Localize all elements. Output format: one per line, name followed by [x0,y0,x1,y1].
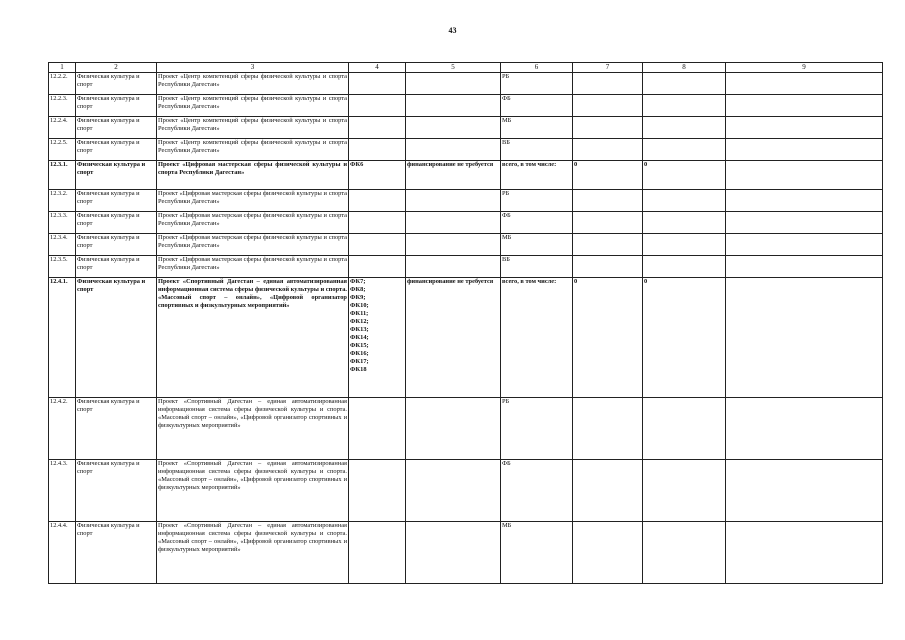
sector-cell: Физическая культура и спорт [76,116,157,138]
table-row [49,521,883,583]
sector-cell: Физическая культура и спорт [76,233,157,255]
col8-value-cell [643,189,726,211]
financing-cell [406,72,501,94]
financing-cell [406,255,501,277]
sector-cell: Физическая культура и спорт [76,255,157,277]
row-number-cell: 12.2.2. [49,72,76,94]
financing-cell [406,138,501,160]
header-cell: 3 [157,63,349,73]
indicator-code-cell [349,397,406,459]
col7-value-cell [573,116,643,138]
indicator-code-cell: ФК6 [349,160,406,189]
funding-source-cell: РБ [501,189,573,211]
col8-value-cell [643,94,726,116]
indicator-code-cell [349,72,406,94]
funding-source-cell: ФБ [501,211,573,233]
row-number-cell: 12.3.5. [49,255,76,277]
col9-value-cell [726,160,883,189]
table-row [49,160,883,189]
col8-value-cell [643,521,726,583]
col9-value-cell [726,116,883,138]
row-number-cell: 12.3.2. [49,189,76,211]
project-cell: Проект «Спортивный Дагестан – единая автоматизированная информационная система сферы физической культуры и спорта. «Массовый спорт – онлайн», «Цифровой организатор спортивных и физкультурных мероприятий» [157,521,349,583]
table-row [49,255,883,277]
sector-cell: Физическая культура и спорт [76,397,157,459]
col7-value-cell [573,211,643,233]
indicator-code-cell [349,521,406,583]
col9-value-cell [726,255,883,277]
indicator-code-cell [349,138,406,160]
project-cell: Проект «Центр компетенций сферы физической культуры и спорта Республики Дагестан» [157,138,349,160]
col8-value-cell: 0 [643,160,726,189]
indicator-code-cell [349,459,406,521]
table-row [49,72,883,94]
sector-cell: Физическая культура и спорт [76,211,157,233]
col8-value-cell [643,255,726,277]
col7-value-cell [573,233,643,255]
financing-cell [406,459,501,521]
table-row [49,94,883,116]
indicator-code-cell [349,211,406,233]
sector-cell: Физическая культура и спорт [76,189,157,211]
funding-source-cell: МБ [501,116,573,138]
sector-cell: Физическая культура и спорт [76,459,157,521]
table-row [49,459,883,521]
col9-value-cell [726,189,883,211]
col9-value-cell [726,211,883,233]
table-row [49,189,883,211]
header-cell: 4 [349,63,406,73]
funding-source-cell: всего, в том числе: [501,160,573,189]
project-cell: Проект «Спортивный Дагестан – единая автоматизированная информационная система сферы физической культуры и спорта. «Массовый спорт – онлайн», «Цифровой организатор спортивных и физкультурных мероприятий» [157,277,349,397]
row-number-cell: 12.4.3. [49,459,76,521]
col7-value-cell [573,459,643,521]
col8-value-cell [643,397,726,459]
col9-value-cell [726,459,883,521]
header-cell: 9 [726,63,883,73]
col8-value-cell [643,211,726,233]
row-number-cell: 12.4.4. [49,521,76,583]
project-cell: Проект «Центр компетенций сферы физической культуры и спорта Республики Дагестан» [157,72,349,94]
col8-value-cell [643,138,726,160]
project-cell: Проект «Центр компетенций сферы физической культуры и спорта Республики Дагестан» [157,116,349,138]
header-cell: 6 [501,63,573,73]
financing-cell [406,189,501,211]
sector-cell: Физическая культура и спорт [76,72,157,94]
header-cell: 7 [573,63,643,73]
project-cell: Проект «Цифровая мастерская сферы физической культуры и спорта Республики Дагестан» [157,233,349,255]
financing-cell [406,211,501,233]
sector-cell: Физическая культура и спорт [76,138,157,160]
col7-value-cell [573,397,643,459]
header-cell: 8 [643,63,726,73]
col7-value-cell: 0 [573,277,643,397]
header-cell: 2 [76,63,157,73]
funding-source-cell: всего, в том числе: [501,277,573,397]
col7-value-cell: 0 [573,160,643,189]
col9-value-cell [726,277,883,397]
row-number-cell: 12.2.4. [49,116,76,138]
header-row [49,63,883,73]
project-cell: Проект «Спортивный Дагестан – единая автоматизированная информационная система сферы физической культуры и спорта. «Массовый спорт – онлайн», «Цифровой организатор спортивных и физкультурных мероприятий» [157,459,349,521]
row-number-cell: 12.3.1. [49,160,76,189]
funding-source-cell: РБ [501,72,573,94]
col8-value-cell: 0 [643,277,726,397]
financing-cell [406,116,501,138]
financing-cell [406,94,501,116]
page-number: 43 [448,26,457,35]
col7-value-cell [573,189,643,211]
indicator-code-cell [349,255,406,277]
indicator-code-cell [349,94,406,116]
col7-value-cell [573,255,643,277]
table-row [49,277,883,397]
table-row [49,233,883,255]
financing-cell: финансирование не требуется [406,160,501,189]
row-number-cell: 12.4.1. [49,277,76,397]
table-row [49,138,883,160]
row-number-cell: 12.4.2. [49,397,76,459]
col7-value-cell [573,138,643,160]
financing-cell [406,233,501,255]
program-table [48,62,883,584]
indicator-code-cell [349,189,406,211]
col9-value-cell [726,138,883,160]
sector-cell: Физическая культура и спорт [76,277,157,397]
project-cell: Проект «Центр компетенций сферы физической культуры и спорта Республики Дагестан» [157,94,349,116]
col8-value-cell [643,72,726,94]
col7-value-cell [573,94,643,116]
table-row [49,397,883,459]
indicator-code-cell [349,233,406,255]
col8-value-cell [643,116,726,138]
project-cell: Проект «Цифровая мастерская сферы физической культуры и спорта Республики Дагестан» [157,211,349,233]
col9-value-cell [726,94,883,116]
row-number-cell: 12.2.3. [49,94,76,116]
project-cell: Проект «Цифровая мастерская сферы физической культуры и спорта Республики Дагестан» [157,160,349,189]
funding-source-cell: МБ [501,521,573,583]
project-cell: Проект «Спортивный Дагестан – единая автоматизированная информационная система сферы физической культуры и спорта. «Массовый спорт – онлайн», «Цифровой организатор спортивных и физкультурных мероприятий» [157,397,349,459]
financing-cell [406,397,501,459]
table-row [49,116,883,138]
funding-source-cell: ФБ [501,459,573,521]
sector-cell: Физическая культура и спорт [76,160,157,189]
project-cell: Проект «Цифровая мастерская сферы физической культуры и спорта Республики Дагестан» [157,189,349,211]
indicator-code-cell [349,116,406,138]
table-row [49,211,883,233]
col9-value-cell [726,233,883,255]
col9-value-cell [726,521,883,583]
indicator-code-cell: ФК7; ФК8; ФК9; ФК10; ФК11; ФК12; ФК13; ФК14; ФК15; ФК16; ФК17; ФК18 [349,277,406,397]
funding-source-cell: ВБ [501,255,573,277]
project-cell: Проект «Цифровая мастерская сферы физической культуры и спорта Республики Дагестан» [157,255,349,277]
col8-value-cell [643,459,726,521]
funding-source-cell: ФБ [501,94,573,116]
col7-value-cell [573,72,643,94]
row-number-cell: 12.3.3. [49,211,76,233]
funding-source-cell: МБ [501,233,573,255]
col9-value-cell [726,397,883,459]
col8-value-cell [643,233,726,255]
sector-cell: Физическая культура и спорт [76,94,157,116]
header-cell: 1 [49,63,76,73]
financing-cell [406,521,501,583]
row-number-cell: 12.3.4. [49,233,76,255]
funding-source-cell: РБ [501,397,573,459]
sector-cell: Физическая культура и спорт [76,521,157,583]
col7-value-cell [573,521,643,583]
col9-value-cell [726,72,883,94]
funding-source-cell: ВБ [501,138,573,160]
header-cell: 5 [406,63,501,73]
financing-cell: финансирование не требуется [406,277,501,397]
row-number-cell: 12.2.5. [49,138,76,160]
